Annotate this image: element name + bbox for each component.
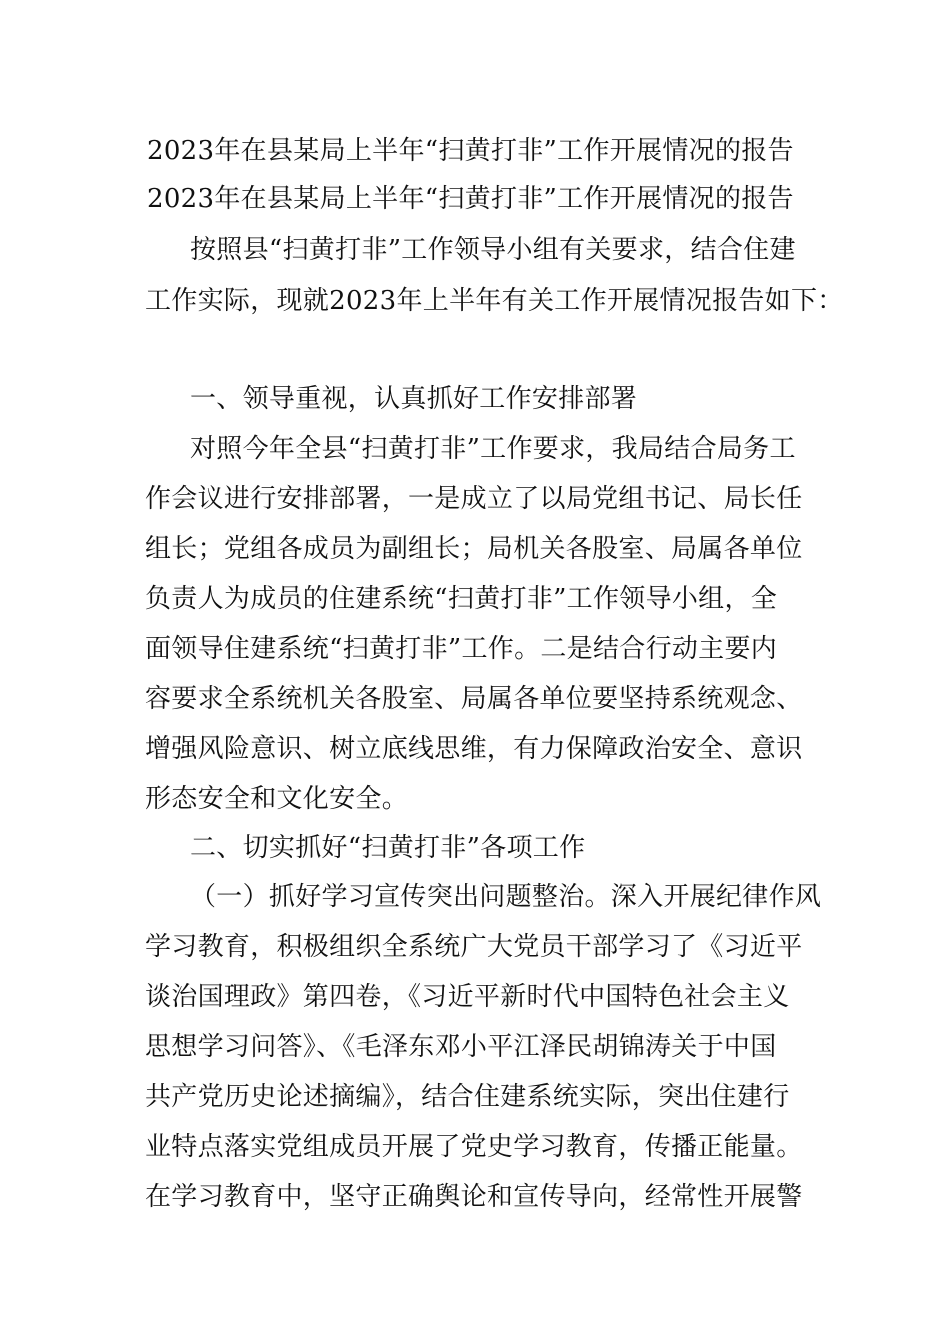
paragraph-line: 学习教育，积极组织全系统广大党员干部学习了《习近平 — [145, 932, 803, 962]
paragraph-line: 负责人为成员的住建系统“扫黄打非”工作领导小组，全 — [145, 584, 778, 614]
paragraph-line: 增强风险意识、树立底线思维，有力保障政治安全、意识 — [145, 734, 803, 764]
paragraph-line: 形态安全和文化安全。 — [145, 784, 409, 814]
paragraph-line: 容要求全系统机关各股室、局属各单位要坚持系统观念、 — [145, 684, 803, 714]
paragraph-line: 共产党历史论述摘编》，结合住建系统实际，突出住建行 — [145, 1082, 790, 1112]
document-title-repeat: 2023年在县某局上半年“扫黄打非”工作开展情况的报告 — [147, 184, 794, 214]
paragraph-line: 业特点落实党组成员开展了党史学习教育，传播正能量。 — [145, 1132, 803, 1162]
paragraph-line: 作会议进行安排部署，一是成立了以局党组书记、局长任 — [145, 484, 803, 514]
intro-line: 按照县“扫黄打非”工作领导小组有关要求，结合住建 — [190, 235, 796, 265]
paragraph-line: 思想学习问答》、《毛泽东邓小平江泽民胡锦涛关于中国 — [145, 1032, 777, 1062]
paragraph-line: （一）抓好学习宣传突出问题整治。深入开展纪律作风 — [190, 882, 822, 912]
section-heading: 二、切实抓好“扫黄打非”各项工作 — [190, 833, 586, 863]
paragraph-line: 组长；党组各成员为副组长；局机关各股室、局属各单位 — [145, 534, 803, 564]
document-title: 2023年在县某局上半年“扫黄打非”工作开展情况的报告 — [147, 136, 794, 166]
paragraph-line: 对照今年全县“扫黄打非”工作要求，我局结合局务工 — [190, 434, 796, 464]
paragraph-line: 在学习教育中，坚守正确舆论和宣传导向，经常性开展警 — [145, 1182, 803, 1212]
paragraph-line: 面领导住建系统“扫黄打非”工作。二是结合行动主要内 — [145, 634, 778, 664]
intro-line: 工作实际，现就2023年上半年有关工作开展情况报告如下： — [145, 286, 844, 316]
paragraph-line: 谈治国理政》第四卷，《习近平新时代中国特色社会主义 — [145, 982, 790, 1012]
section-heading: 一、领导重视，认真抓好工作安排部署 — [190, 384, 638, 414]
